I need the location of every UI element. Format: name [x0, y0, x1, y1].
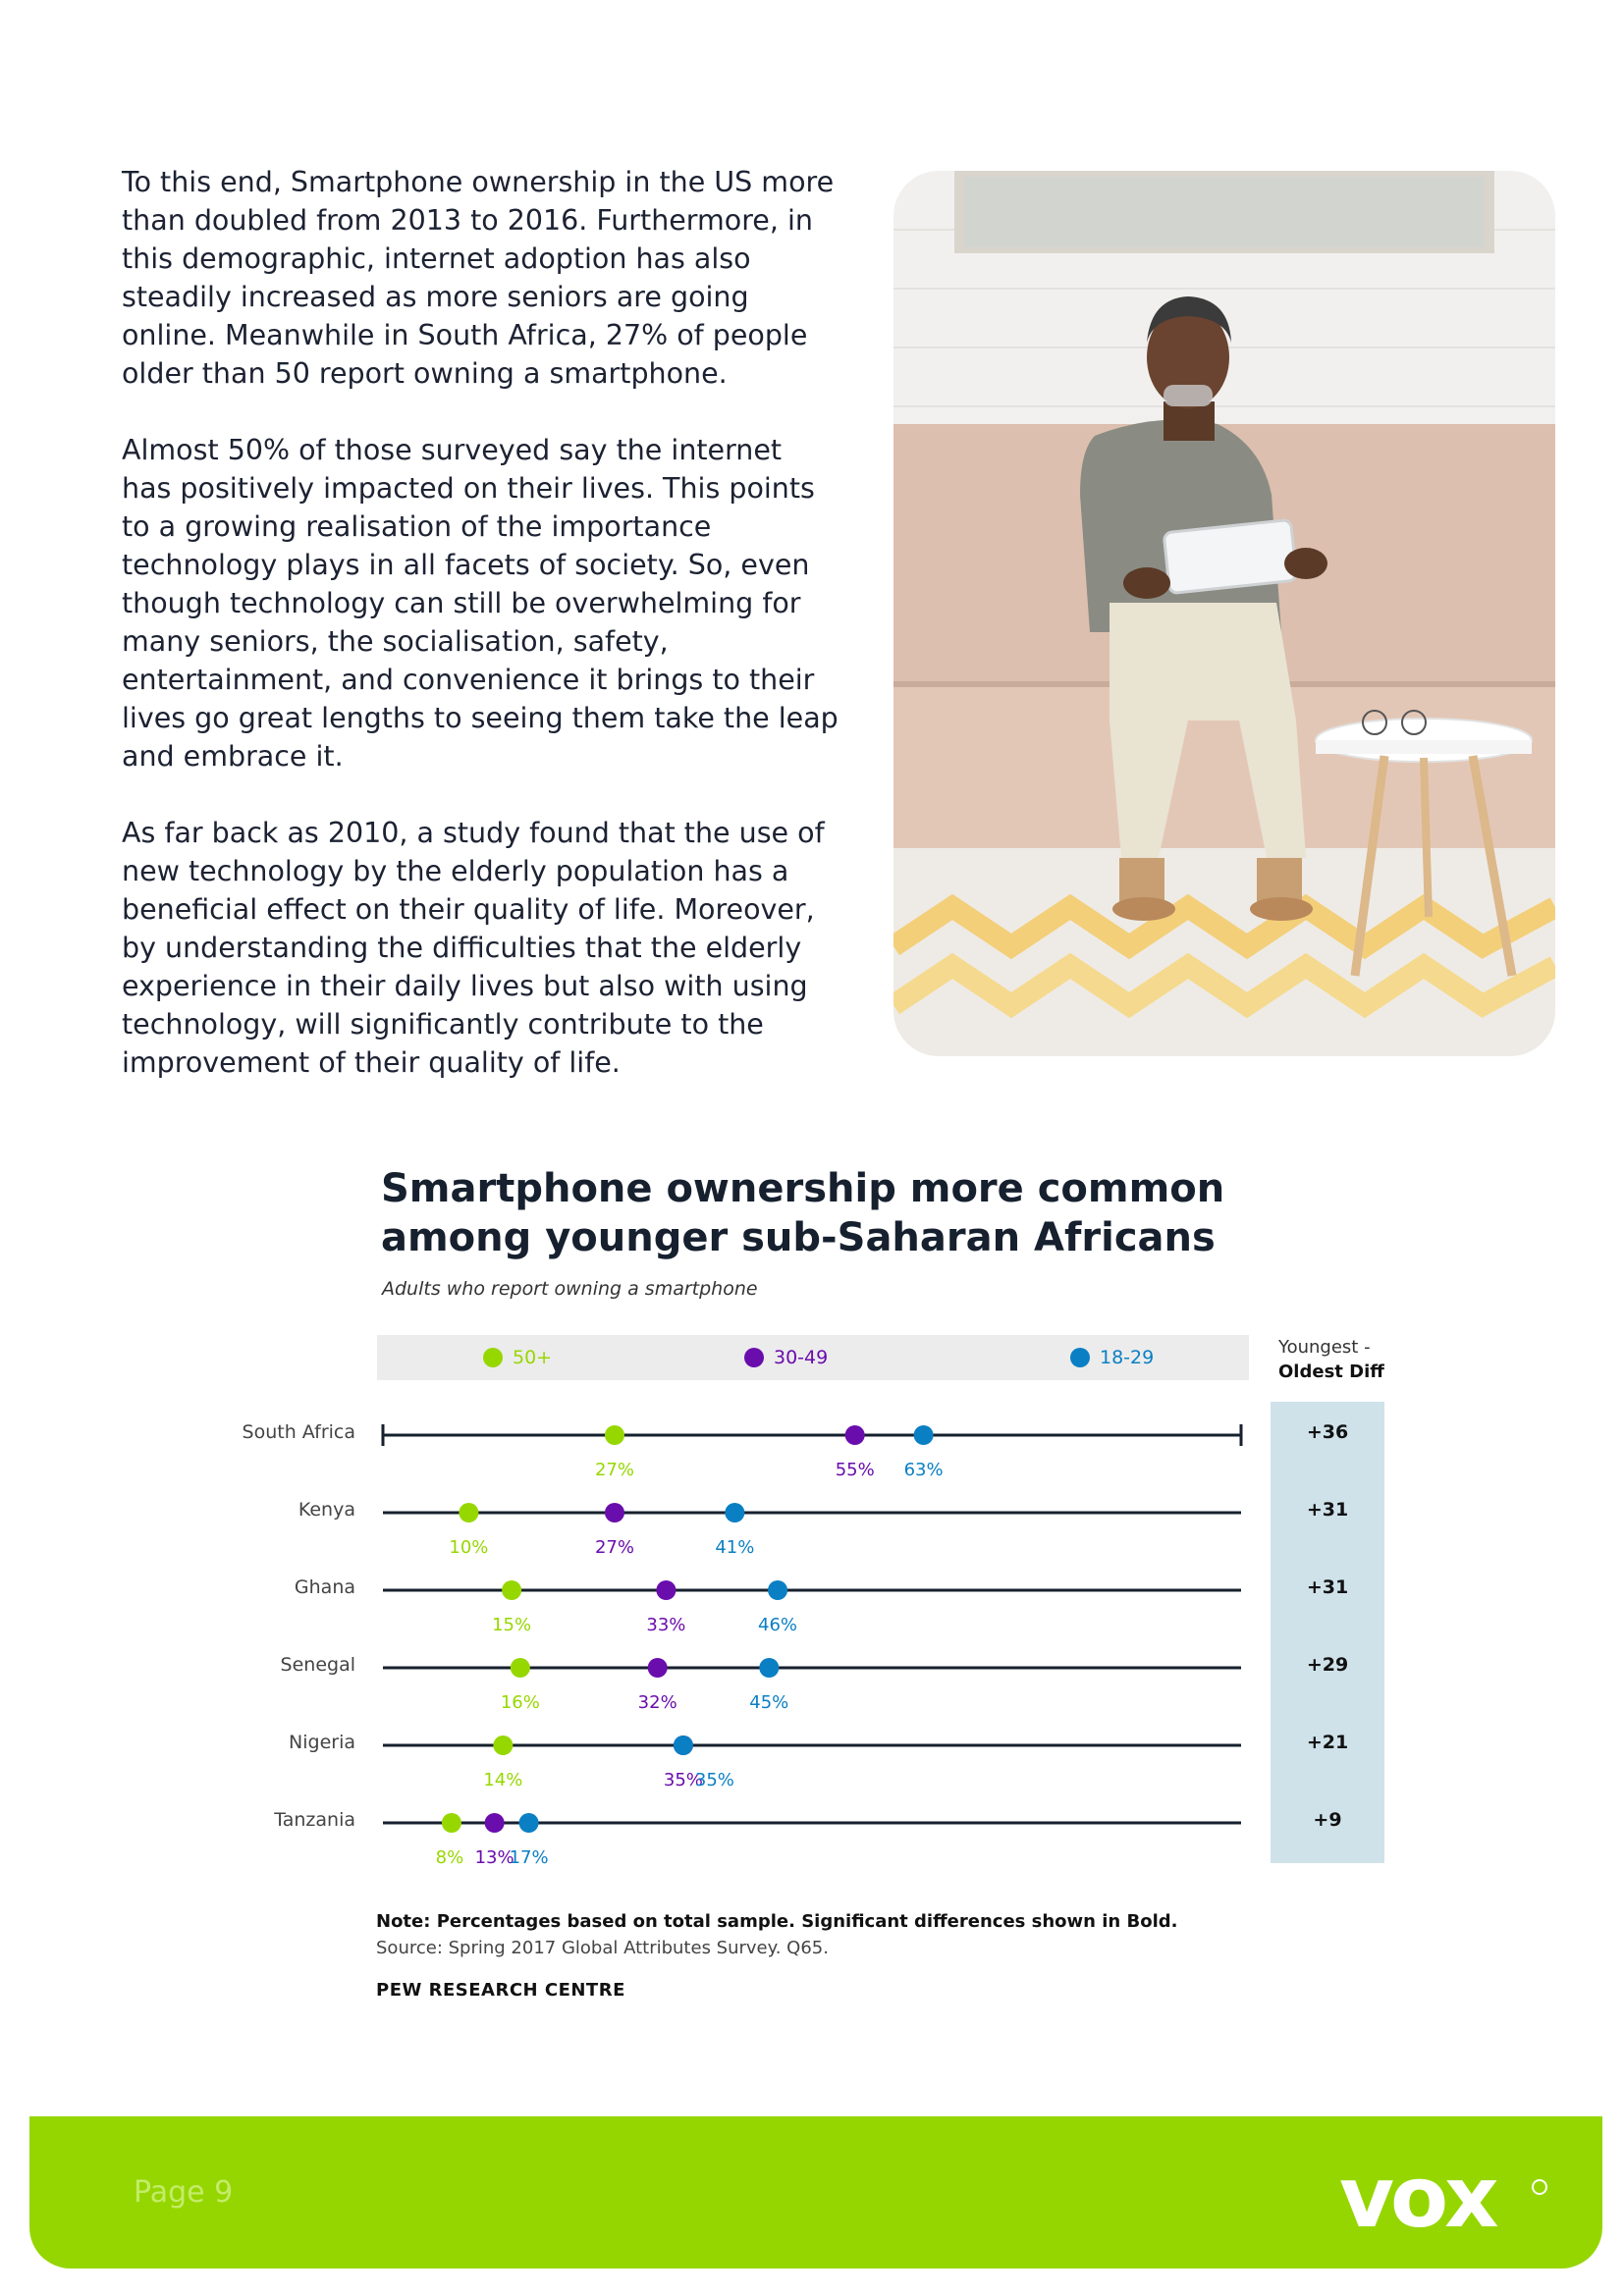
paragraph-3: As far back as 2010, a study found that the use of new technology by the elderly population has a beneficial effect on their quality of life. Moreover, by understanding the difficulties that the elderly experience in their daily lives but also with using technology, will significantly contribute to the improvement of their quality of life. [122, 817, 825, 1079]
legend-label: 18-29 [1100, 1347, 1155, 1368]
vox-logo [1335, 2150, 1551, 2248]
data-label: 35% [663, 1770, 703, 1790]
data-point-50+ [511, 1658, 530, 1678]
paragraph-1: To this end, Smartphone ownership in the US more than doubled from 2013 to 2016. Furthermore, in this demographic, internet adoption has also steadily increased as more seniors are going online. Meanwhile in South Africa, 27% of people older than 50 report owning a smartphone. [122, 166, 835, 390]
data-point-18-29 [768, 1580, 787, 1600]
data-label: 27% [594, 1460, 634, 1480]
data-label: 32% [637, 1692, 677, 1713]
data-label: 55% [835, 1460, 875, 1480]
country-label: Senegal [280, 1654, 355, 1676]
legend-label: 30-49 [774, 1347, 829, 1368]
country-label: South Africa [242, 1421, 355, 1443]
data-point-30-49 [648, 1658, 668, 1678]
data-point-18-29 [519, 1813, 539, 1833]
data-label: 17% [509, 1847, 549, 1868]
page-number: Page 9 [134, 2175, 234, 2210]
data-point-30-49 [485, 1813, 505, 1833]
data-point-30-49 [845, 1425, 865, 1445]
data-label: 15% [492, 1615, 532, 1635]
chart-title: Smartphone ownership more common among younger sub-Saharan Africans [381, 1166, 1225, 1260]
chart-subtitle: Adults who report owning a smartphone [382, 1278, 758, 1300]
data-point-50+ [442, 1813, 461, 1833]
country-label: Tanzania [274, 1809, 355, 1831]
legend-label: 50+ [513, 1347, 553, 1368]
data-label: 16% [500, 1692, 540, 1713]
diff-value: +36 [1306, 1421, 1349, 1443]
data-point-50+ [493, 1735, 513, 1755]
data-label: 41% [715, 1537, 755, 1558]
diff-value: +21 [1306, 1732, 1349, 1753]
data-point-18-29 [914, 1425, 934, 1445]
vox-logo-text: vox [1339, 2150, 1495, 2247]
diff-header-top: Youngest - [1278, 1337, 1371, 1358]
diff-value: +9 [1313, 1809, 1342, 1831]
country-label: Kenya [298, 1499, 355, 1521]
diff-value: +31 [1306, 1576, 1349, 1598]
country-label: Nigeria [289, 1732, 355, 1753]
country-label: Ghana [294, 1576, 355, 1598]
paragraph-2: Almost 50% of those surveyed say the internet has positively impacted on their lives. This points to a growing realisation of the importance technology plays in all facets of society. So, even though technology can still be overwhelming for many seniors, the socialisation, safety, entertainment, and convenience it brings to their lives go great lengths to seeing them take the leap and embrace it. [122, 434, 839, 773]
data-point-50+ [459, 1503, 478, 1522]
diff-value: +29 [1306, 1654, 1349, 1676]
data-point-18-29 [725, 1503, 744, 1522]
data-label: 27% [594, 1537, 634, 1558]
data-label: 14% [483, 1770, 523, 1790]
data-label: 10% [449, 1537, 489, 1558]
data-label: 8% [435, 1847, 464, 1868]
diff-value: +31 [1306, 1499, 1349, 1521]
data-label: 46% [758, 1615, 798, 1635]
data-label: 63% [903, 1460, 944, 1480]
chart-note: Note: Percentages based on total sample. Significant differences shown in Bold. [376, 1911, 1178, 1932]
data-label: 45% [749, 1692, 789, 1713]
data-point-30-49 [656, 1580, 676, 1600]
data-point-30-49 [605, 1503, 624, 1522]
chart-credit: PEW RESEARCH CENTRE [376, 1980, 625, 2001]
diff-header-bottom: Oldest Diff [1278, 1362, 1384, 1382]
data-label: 35% [694, 1770, 734, 1790]
chart-source: Source: Spring 2017 Global Attributes Survey. Q65. [376, 1938, 829, 1958]
data-point-50+ [605, 1425, 624, 1445]
data-point-50+ [502, 1580, 521, 1600]
data-label: 13% [474, 1847, 514, 1868]
data-label: 33% [646, 1615, 686, 1635]
data-point-18-29 [759, 1658, 779, 1678]
data-point-18-29 [674, 1735, 693, 1755]
